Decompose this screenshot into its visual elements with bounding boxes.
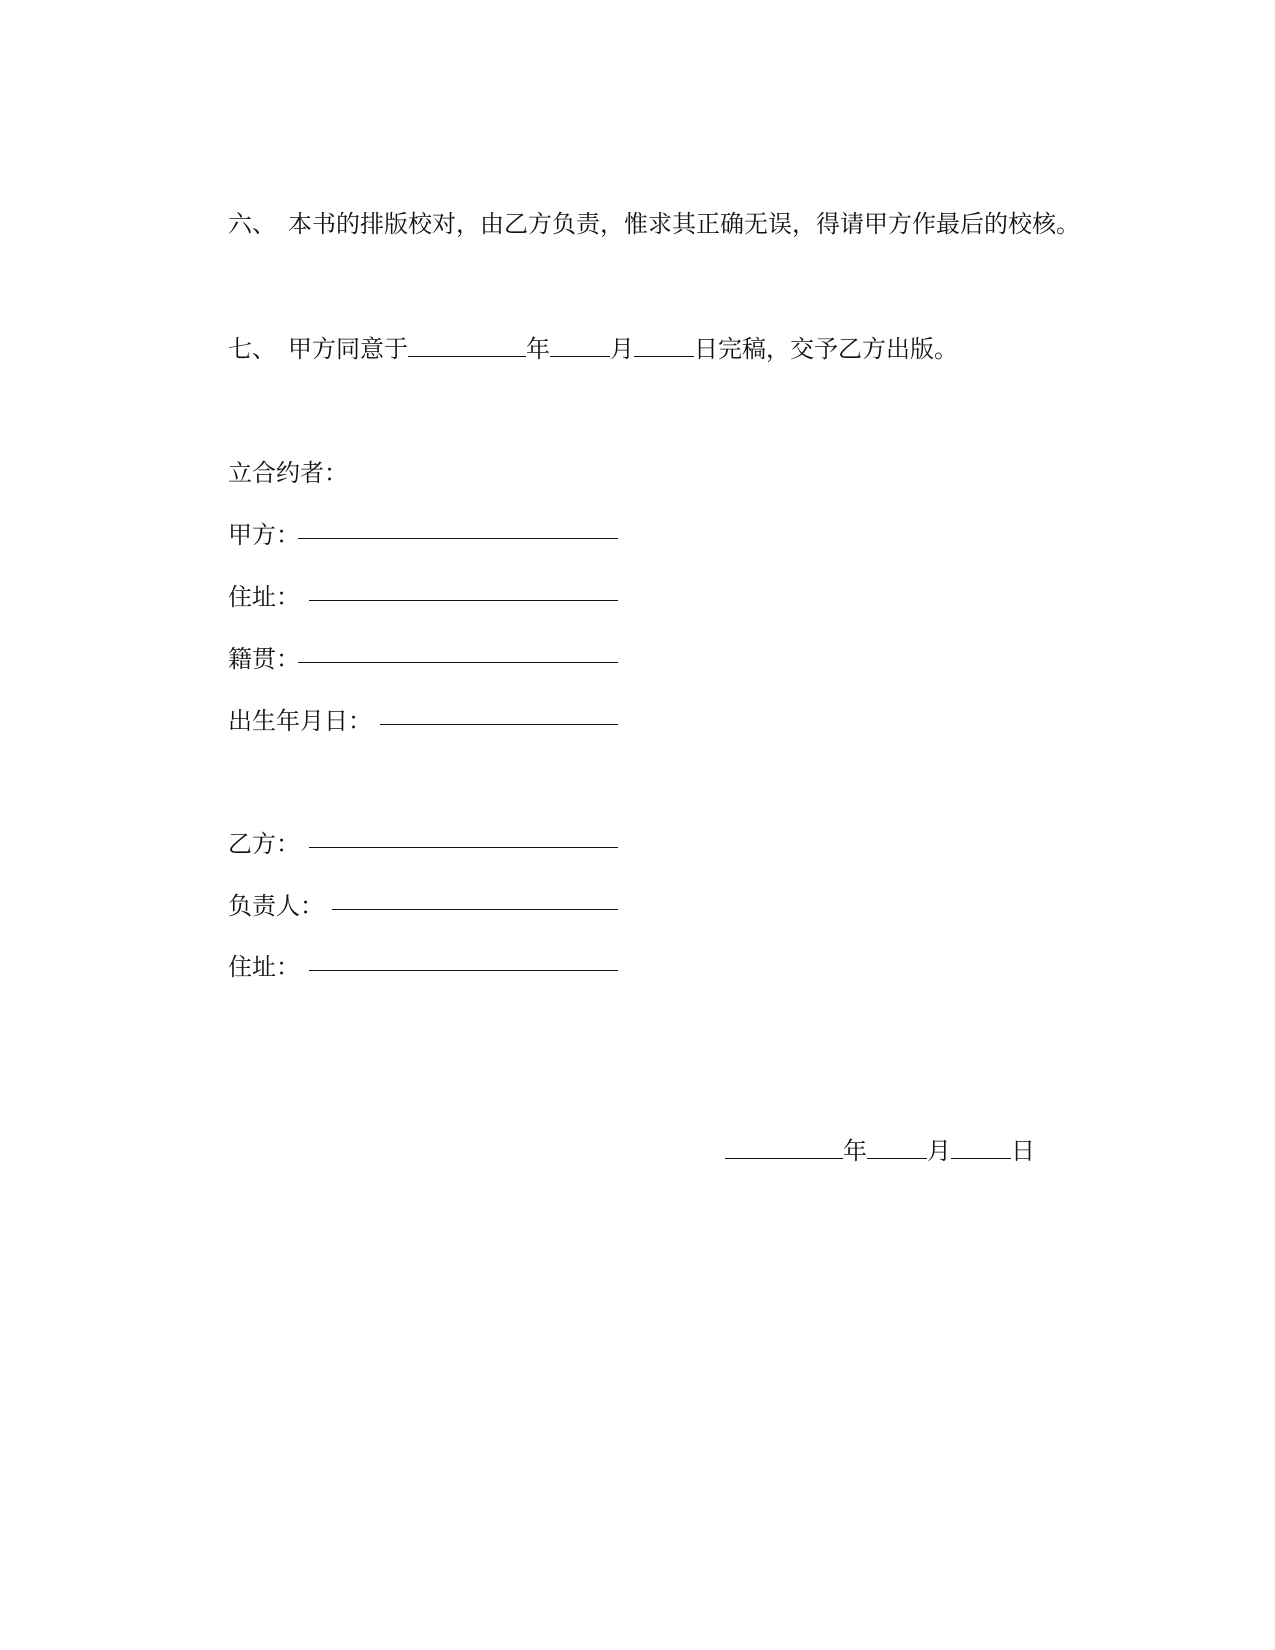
clause-seven-month: 月 [610, 335, 634, 363]
clause-seven-number: 七、 [228, 335, 276, 363]
party-a-birthdate-label: 出生年月日： [228, 707, 372, 735]
party-b-name-field[interactable] [309, 847, 618, 848]
clause-six-text: 本书的排版校对，由乙方负责，惟求其正确无误，得请甲方作最后的校核。 [288, 210, 1080, 238]
clause-seven [228, 329, 958, 364]
signing-year-label: 年 [843, 1137, 867, 1165]
party-b-address-label: 住址： [228, 953, 300, 981]
signatories-heading: 立合约者： [228, 459, 348, 487]
party-a-origin-label: 籍贯： [228, 645, 300, 673]
signing-month-blank[interactable] [867, 1136, 927, 1159]
party-b-responsible-field[interactable] [332, 909, 618, 910]
signing-month-label: 月 [927, 1137, 951, 1165]
completion-month-blank[interactable] [550, 334, 610, 357]
party-b-name-label: 乙方： [228, 830, 300, 858]
party-a-address-label: 住址： [228, 583, 300, 611]
completion-day-blank[interactable] [634, 334, 694, 357]
party-a-name-field[interactable] [298, 538, 618, 539]
party-b-responsible-label: 负责人： [228, 892, 324, 920]
party-a-origin-field[interactable] [298, 662, 618, 663]
signing-day-blank[interactable] [951, 1136, 1011, 1159]
clause-seven-year: 年 [526, 335, 550, 363]
signing-day-label: 日 [1011, 1137, 1035, 1165]
clause-seven-prefix: 甲方同意于 [288, 335, 408, 363]
clause-six-number: 六、 [228, 210, 276, 238]
clause-seven-day-suffix: 日完稿，交予乙方出版。 [694, 335, 958, 363]
signing-year-blank[interactable] [725, 1136, 843, 1159]
signing-date [725, 1131, 1035, 1166]
clause-six [228, 204, 1080, 239]
party-a-name-label: 甲方： [228, 521, 300, 549]
completion-year-blank[interactable] [408, 334, 526, 357]
party-a-address-field[interactable] [309, 600, 618, 601]
party-a-birthdate-field[interactable] [380, 724, 618, 725]
party-b-address-field[interactable] [309, 970, 618, 971]
